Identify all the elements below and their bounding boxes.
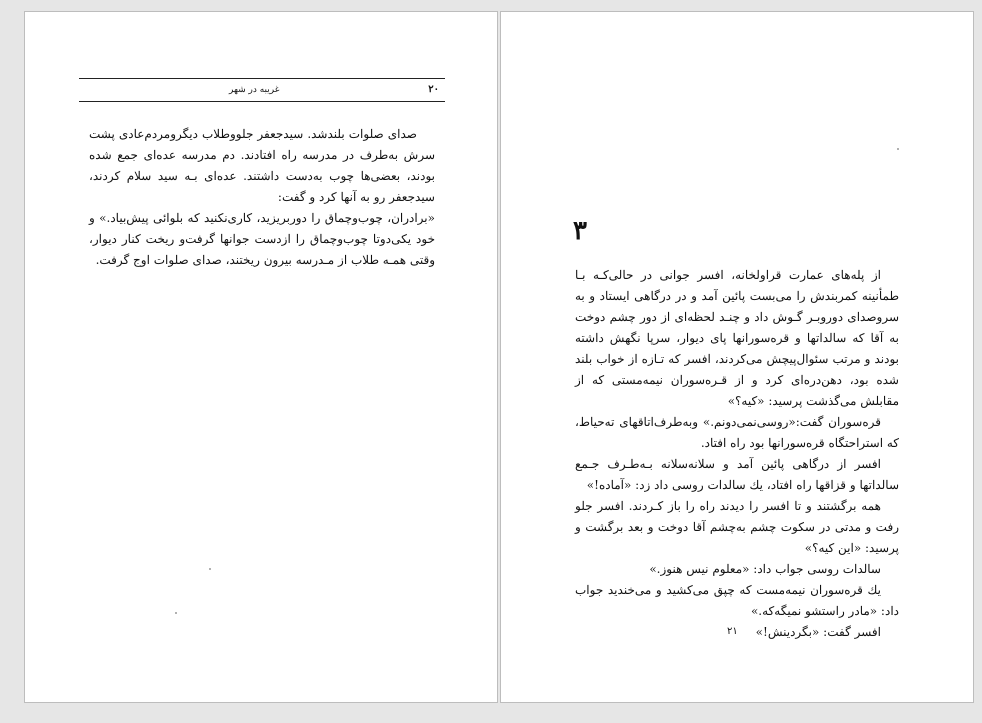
paragraph: افسر از درگاهی پائین آمد و سلانه‌سلانه بـه‌طـرف جـمع سالداتها و قزاقها راه افتاد، یك سالدات روسی داد زد: «آماده!»: [575, 457, 899, 492]
right-page-text: [575, 265, 899, 643]
left-page: [24, 11, 498, 703]
running-head-title: غریبه در شهر: [229, 85, 280, 95]
paragraph: قره‌سوران گفت:«روسی‌نمی‌دونم.» وبه‌طرف‌اتاقهای ته‌حیاط، که استراحتگاه قره‌سورانها بود راه افتاد.: [575, 415, 899, 450]
left-page-text: [89, 124, 435, 271]
paragraph: سالدات روسی جواب داد: «معلوم نیس هنوز.»: [649, 562, 881, 576]
right-page: [500, 11, 974, 703]
paragraph: همه برگشتند و تا افسر را دیدند راه را باز کـردند. افسر جلو رفت و مدتی در سکوت چشم به‌چشم آقا دوخت و بعد برگشت و پرسید: «این کیه؟»: [575, 499, 899, 555]
paragraph: «برادران، چوب‌وچماق را دوربریزید، کاری‌نکنید که بلوائی پیش‌بیاد.» و خود یکی‌دوتا چوب‌وچماق را ازدست جوانها گرفت‌و ریخت کنار دیوار، وقتی همـه طلاب از مـدرسه بیرون ریختند، صدای صلوات اوج گرفت.: [89, 211, 435, 267]
paragraph: افسر گفت: «بگردینش!»: [755, 625, 881, 639]
scan-speck: [209, 568, 211, 570]
paragraph: صدای صلوات بلندشد. سیدجعفر جلووطلاب دیگرومردم‌عادی پشت سرش به‌طرف در مدرسه راه افتادند. دم مدرسه عده‌ای جمع شده بودند، بعضی‌ها چوب به‌دست داشتند. عده‌ای بـه سید سلام کردند، سیدجعفر رو به آنها کرد و گفت:: [89, 127, 435, 204]
chapter-number: ۳: [573, 216, 587, 246]
paragraph: یك قره‌سوران نیمه‌مست که چپق می‌کشید و می‌خندید جواب داد: «مادر راستشو نمیگه‌که.»: [575, 583, 899, 618]
page-number: ۲۰: [428, 84, 439, 95]
scan-speck: [175, 612, 177, 614]
paragraph: از پله‌های عمارت قراولخانه، افسر جوانی در حالی‌کـه بـا طمأنینه کمربندش را می‌بست پائین آمد و در درگاهی ایستاد و به سروصدای دوروبـر گـوش داد و چنـد لحظه‌ای از دور چشم دوخت به آقا که سالداتها و قره‌سورانها پای دیوار، سرپا نگهش داشته بودند و مرتب سئوال‌پیچش می‌کردند، افسر که تـازه از خواب بلند شده بود، دهن‌دره‌ای کرد و از قـره‌سوران نیمه‌مستی که از مقابلش می‌گذشت پرسید: «کیه؟»: [575, 268, 899, 408]
page-number: ۲۱: [727, 626, 738, 637]
scan-speck: [897, 148, 899, 150]
running-head: [79, 78, 445, 102]
